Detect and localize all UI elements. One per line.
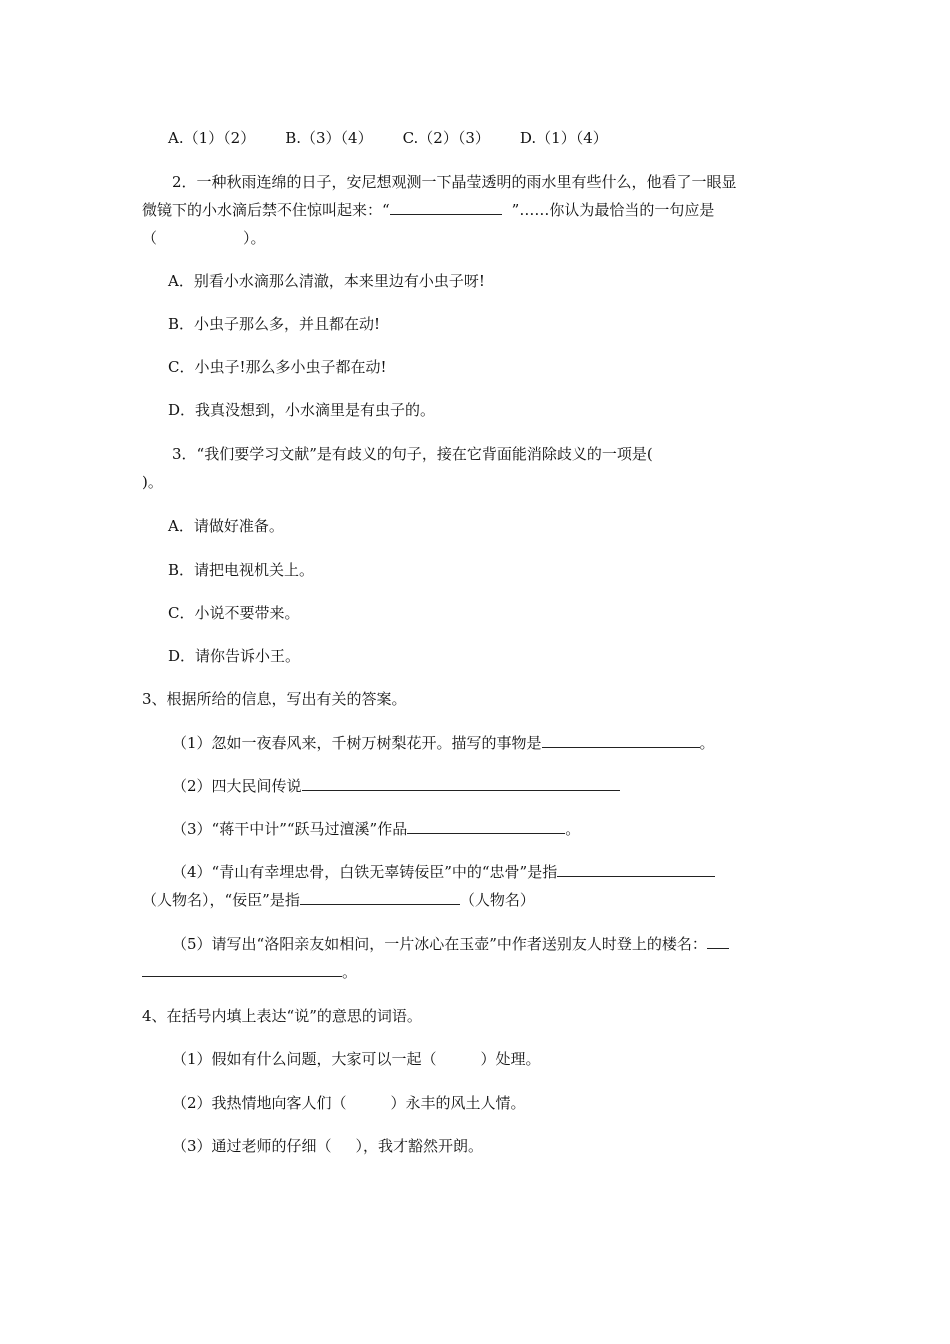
section3-item4-text3: （人物名） <box>459 891 535 909</box>
section4-item2 <box>172 1093 526 1113</box>
section3-item2-text: （2）四大民间传说 <box>172 777 302 795</box>
section3-item1-end: 。 <box>699 734 715 752</box>
q2-stem-line1: 2．一种秋雨连绵的日子，安尼想观测一下晶莹透明的雨水里有些什么，他看了一眼显 <box>172 173 737 191</box>
q2-paren-close: ）。 <box>243 229 266 247</box>
section3-item1 <box>172 733 715 753</box>
section3-item3-blank[interactable] <box>407 819 565 834</box>
section4-item3-end: ），我才豁然开朗。 <box>355 1137 484 1155</box>
q3-stem-line2: )。 <box>142 473 163 491</box>
section4-item2-end: ）永丰的风土人情。 <box>390 1094 526 1112</box>
section3-item4-line2 <box>142 890 535 910</box>
q2-answer-blank[interactable] <box>390 200 502 215</box>
q3-option: C．小说不要带来。 <box>168 604 300 622</box>
section3-item3 <box>172 819 580 839</box>
q1-option-a: A.（1）（2） <box>168 129 256 147</box>
q1-option-d: D.（1）（4） <box>519 129 608 147</box>
q1-option-b: B.（3）（4） <box>285 129 373 147</box>
q2-stem-text-a: 微镜下的小水滴后禁不住惊叫起来：“ <box>142 201 390 219</box>
section4-title: 4、在括号内填上表达“说”的意思的词语。 <box>142 1007 422 1025</box>
q2-option: A．别看小水滴那么清澈，本来里边有小虫子呀! <box>168 272 485 290</box>
section3-item5-blank2[interactable] <box>142 962 342 977</box>
q1-option-c: C.（2）（3） <box>402 129 490 147</box>
section3-item2 <box>172 776 620 796</box>
section3-item2-blank[interactable] <box>302 776 620 791</box>
section3-item3-text: （3）“蒋干中计”“跃马过澶溪”作品 <box>172 820 408 838</box>
section3-item4-blank2[interactable] <box>300 890 460 905</box>
section3-item5-line2 <box>142 962 357 982</box>
q3-stem-line1: 3．“我们要学习文献”是有歧义的句子，接在它背面能消除歧义的一项是( <box>172 445 653 463</box>
q2-option: D．我真没想到，小水滴里是有虫子的。 <box>168 401 436 419</box>
section4-item2-text: （2）我热情地向客人们（ <box>172 1094 347 1112</box>
q3-option: A．请做好准备。 <box>168 517 284 535</box>
section4-item3-text: （3）通过老师的仔细（ <box>172 1137 332 1155</box>
section3-item4-blank1[interactable] <box>557 862 715 877</box>
section3-item5-end: 。 <box>342 963 358 981</box>
section3-title: 3、根据所给的信息，写出有关的答案。 <box>142 690 407 708</box>
q2-option: B．小虫子那么多，并且都在动! <box>168 315 381 333</box>
q3-option: B．请把电视机关上。 <box>168 561 315 579</box>
section4-item1-end: ）处理。 <box>480 1050 541 1068</box>
section3-item5-blank1[interactable] <box>707 934 729 949</box>
section3-item1-blank[interactable] <box>542 733 700 748</box>
section3-item5-text: （5）请写出“洛阳亲友如相问，一片冰心在玉壶”中作者送别友人时登上的楼名： <box>172 935 707 953</box>
section3-item4-text2: （人物名），“佞臣”是指 <box>142 891 300 909</box>
section3-item4-line1 <box>172 862 715 882</box>
section3-item4-text: （4）“青山有幸埋忠骨，白铁无辜铸佞臣”中的“忠骨”是指 <box>172 863 558 881</box>
section4-item3 <box>172 1136 483 1156</box>
section3-item1-text: （1）忽如一夜春风来，千树万树梨花开。描写的事物是 <box>172 734 542 752</box>
q3-option: D．请你告诉小王。 <box>168 647 301 665</box>
section3-item3-end: 。 <box>565 820 581 838</box>
q2-stem-text-b: ”……你认为最恰当的一句应是 <box>511 201 715 219</box>
section4-item1-text: （1）假如有什么问题，大家可以一起（ <box>172 1050 437 1068</box>
q1-options <box>168 128 608 148</box>
q2-stem-line2 <box>142 200 714 220</box>
section4-item1 <box>172 1049 541 1069</box>
q2-option: C．小虫子!那么多小虫子都在动! <box>168 358 387 376</box>
q2-stem-line3 <box>142 228 266 248</box>
q2-paren-open: （ <box>142 229 158 247</box>
section3-item5-line1 <box>172 934 729 954</box>
